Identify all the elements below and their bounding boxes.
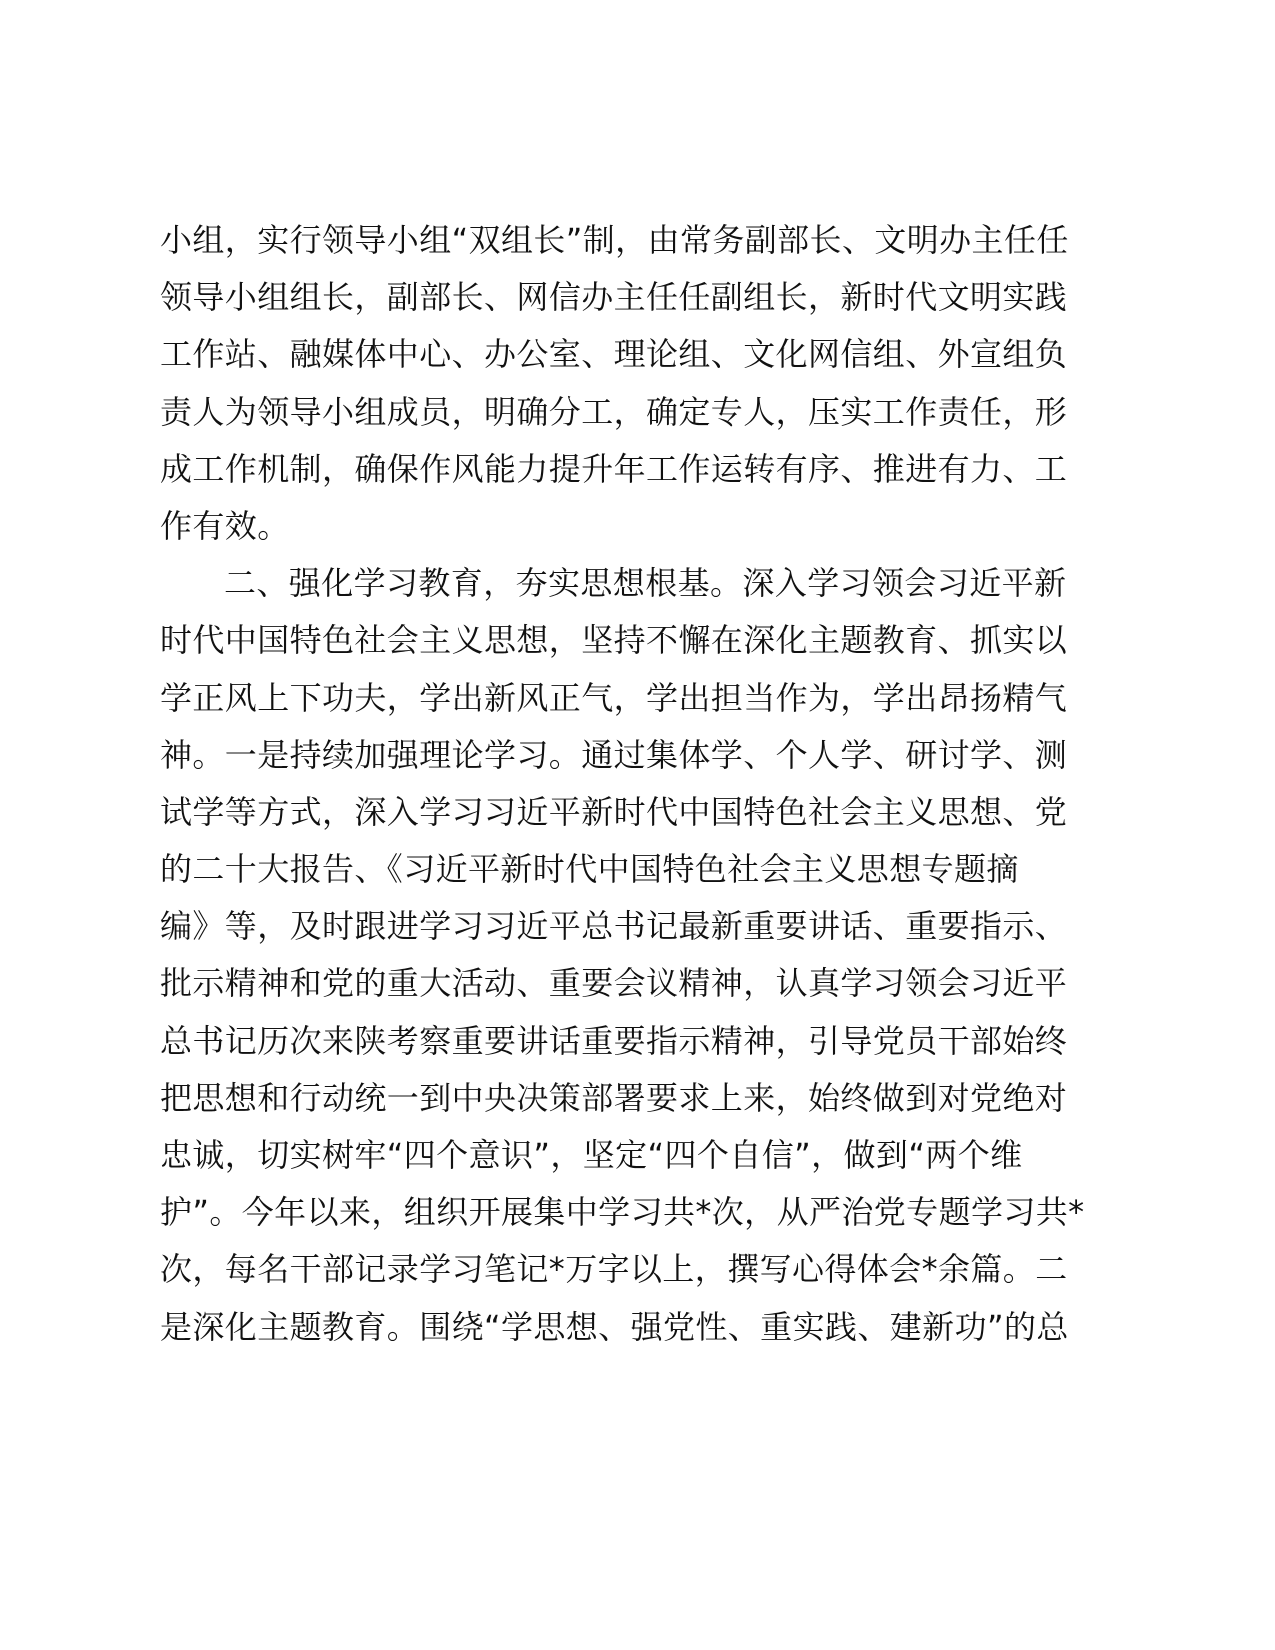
text-line: 次，每名干部记录学习笔记*万字以上，撰写心得体会*余篇。二 xyxy=(160,1250,1068,1289)
text-line: 把思想和行动统一到中央决策部署要求上来，始终做到对党绝对 xyxy=(160,1078,1068,1117)
text-line: 学正风上下功夫，学出新风正气，学出担当作为，学出昂扬精气 xyxy=(160,678,1068,717)
text-line: 作有效。 xyxy=(160,506,290,545)
text-line: 的二十大报告、《习近平新时代中国特色社会主义思想专题摘 xyxy=(160,850,1019,889)
text-line: 成工作机制，确保作风能力提升年工作运转有序、推进有力、工 xyxy=(160,449,1068,488)
text-line: 是深化主题教育。围绕“学思想、强党性、重实践、建新功”的总 xyxy=(160,1307,1069,1346)
text-line: 总书记历次来陕考察重要讲话重要指示精神，引导党员干部始终 xyxy=(160,1021,1068,1060)
text-line: 护”。今年以来，组织开展集中学习共*次，从严治党专题学习共* xyxy=(160,1193,1085,1232)
text-line: 试学等方式，深入学习习近平新时代中国特色社会主义思想、党 xyxy=(160,792,1068,831)
section-heading-line: 二、强化学习教育，夯实思想根基。深入学习领会习近平新 xyxy=(224,564,1067,603)
text-line: 小组，实行领导小组“双组长”制，由常务副部长、文明办主任任 xyxy=(160,221,1069,259)
body-text xyxy=(160,212,1085,1356)
text-line: 时代中国特色社会主义思想，坚持不懈在深化主题教育、抓实以 xyxy=(160,621,1068,660)
text-line: 神。一是持续加强理论学习。通过集体学、个人学、研讨学、测 xyxy=(160,735,1068,774)
text-line: 领导小组组长，副部长、网信办主任任副组长，新时代文明实践 xyxy=(160,278,1068,317)
text-line: 工作站、融媒体中心、办公室、理论组、文化网信组、外宣组负 xyxy=(160,335,1068,374)
text-line: 编》等，及时跟进学习习近平总书记最新重要讲话、重要指示、 xyxy=(160,907,1068,946)
text-line: 忠诚，切实树牢“四个意识”，坚定“四个自信”，做到“两个维 xyxy=(160,1136,1023,1174)
text-line: 责人为领导小组成员，明确分工，确定专人，压实工作责任，形 xyxy=(160,392,1068,431)
text-line: 批示精神和党的重大活动、重要会议精神，认真学习领会习近平 xyxy=(160,964,1068,1003)
